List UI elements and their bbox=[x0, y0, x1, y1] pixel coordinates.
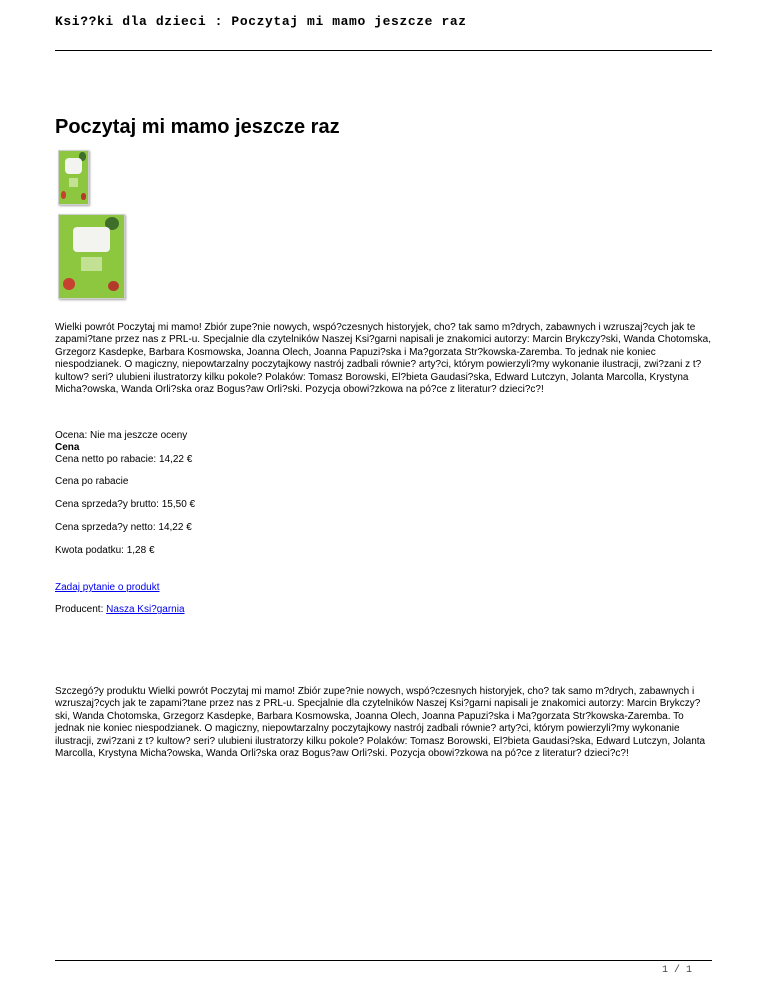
rating-text: Ocena: Nie ma jeszcze oceny bbox=[55, 430, 188, 441]
footer-divider bbox=[55, 960, 712, 961]
price-after-discount: Cena po rabacie bbox=[55, 476, 129, 487]
net-price: Cena sprzeda?y netto: 14,22 € bbox=[55, 522, 192, 533]
apple-illustration bbox=[61, 191, 66, 198]
page-indicator: 1 / 1 bbox=[662, 965, 693, 976]
apple-illustration bbox=[81, 193, 86, 199]
cover-title-mark bbox=[81, 257, 102, 272]
net-price-after-discount: Cena netto po rabacie: 14,22 € bbox=[55, 454, 193, 465]
apple-illustration bbox=[108, 281, 118, 291]
cover-illustration bbox=[73, 227, 109, 252]
ask-question-row bbox=[55, 582, 160, 594]
cover-title-mark bbox=[69, 178, 78, 188]
ask-question-link[interactable]: Zadaj pytanie o produkt bbox=[55, 582, 160, 593]
tax-amount: Kwota podatku: 1,28 € bbox=[55, 545, 155, 556]
page-header-title: Ksi??ki dla dzieci : Poczytaj mi mamo jeszcze raz bbox=[55, 14, 467, 29]
cover-illustration bbox=[65, 158, 81, 174]
producer-link[interactable]: Nasza Ksi?garnia bbox=[106, 604, 185, 615]
product-description: Wielki powrót Poczytaj mi mamo! Zbiór zupe?nie nowych, wspó?czesnych historyjek, cho? tak samo m?drych, zabawnych i wzruszaj?cych jak te zapami?tane przez nas z PRL-u. Specjalnie dla czytelników Naszej Ksi?garni napisali je znakomici autorzy: Marcin Brykczy?ski, Wanda Chotomska, Grzegorz Kasdepke, Barbara Kosmowska, Joanna Olech, Joanna Papuzi?ska i Ma?gorzata Str?kowska-Zaremba. To jednak nie koniec niespodzianek. O magiczny, niepowtarzalny poczytajkowy nastrój zadbali równie? arty?ci, którym powierzyli?my wykonanie ilustracji, zwi?zani z t? kultow? seri? ulubieni ilustratorzy kilku pokole? Polaków: Tomasz Borowski, El?bieta Gaudasi?ska, Edward Lutczyn, Jolanta Marcolla, Krystyna Micha?owska, Wanda Orli?ska oraz Bogus?aw Orli?ski. Pozycja obowi?zkowa na pó?ce z literatur? dzieci?c?! bbox=[55, 322, 712, 396]
producer-label: Producent: bbox=[55, 604, 107, 615]
gross-price: Cena sprzeda?y brutto: 15,50 € bbox=[55, 499, 196, 510]
product-title: Poczytaj mi mamo jeszcze raz bbox=[55, 116, 340, 138]
book-cover-thumbnail[interactable] bbox=[58, 150, 89, 205]
header-divider bbox=[55, 50, 712, 51]
apple-illustration bbox=[63, 278, 75, 290]
product-details: Szczegó?y produktu Wielki powrót Poczytaj mi mamo! Zbiór zupe?nie nowych, wspó?czesnych historyjek, cho? tak samo m?drych, zabawnych i wzruszaj?cych jak te zapami?tane przez nas z PRL-u. Specjalnie dla czytelników Naszej Ksi?garni napisali je znakomici autorzy: Marcin Brykczy?ski, Wanda Chotomska, Grzegorz Kasdepke, Barbara Kosmowska, Joanna Olech, Joanna Papuzi?ska i Ma?gorzata Str?kowska-Zaremba. To jednak nie koniec niespodzianek. O magiczny, niepowtarzalny poczytajkowy nastrój zadbali równie? arty?ci, którym powierzyli?my wykonanie ilustracji, zwi?zani z t? kultow? seri? ulubieni ilustratorzy kilku pokole? Polaków: Tomasz Borowski, El?bieta Gaudasi?ska, Edward Lutczyn, Jolanta Marcolla, Krystyna Micha?owska, Wanda Orli?ska oraz Bogus?aw Orli?ski. Pozycja obowi?zkowa na pó?ce z literatur? dzieci?c?! bbox=[55, 686, 706, 760]
book-cover-image[interactable] bbox=[58, 214, 125, 299]
producer-row bbox=[55, 604, 185, 616]
price-heading: Cena bbox=[55, 442, 80, 453]
